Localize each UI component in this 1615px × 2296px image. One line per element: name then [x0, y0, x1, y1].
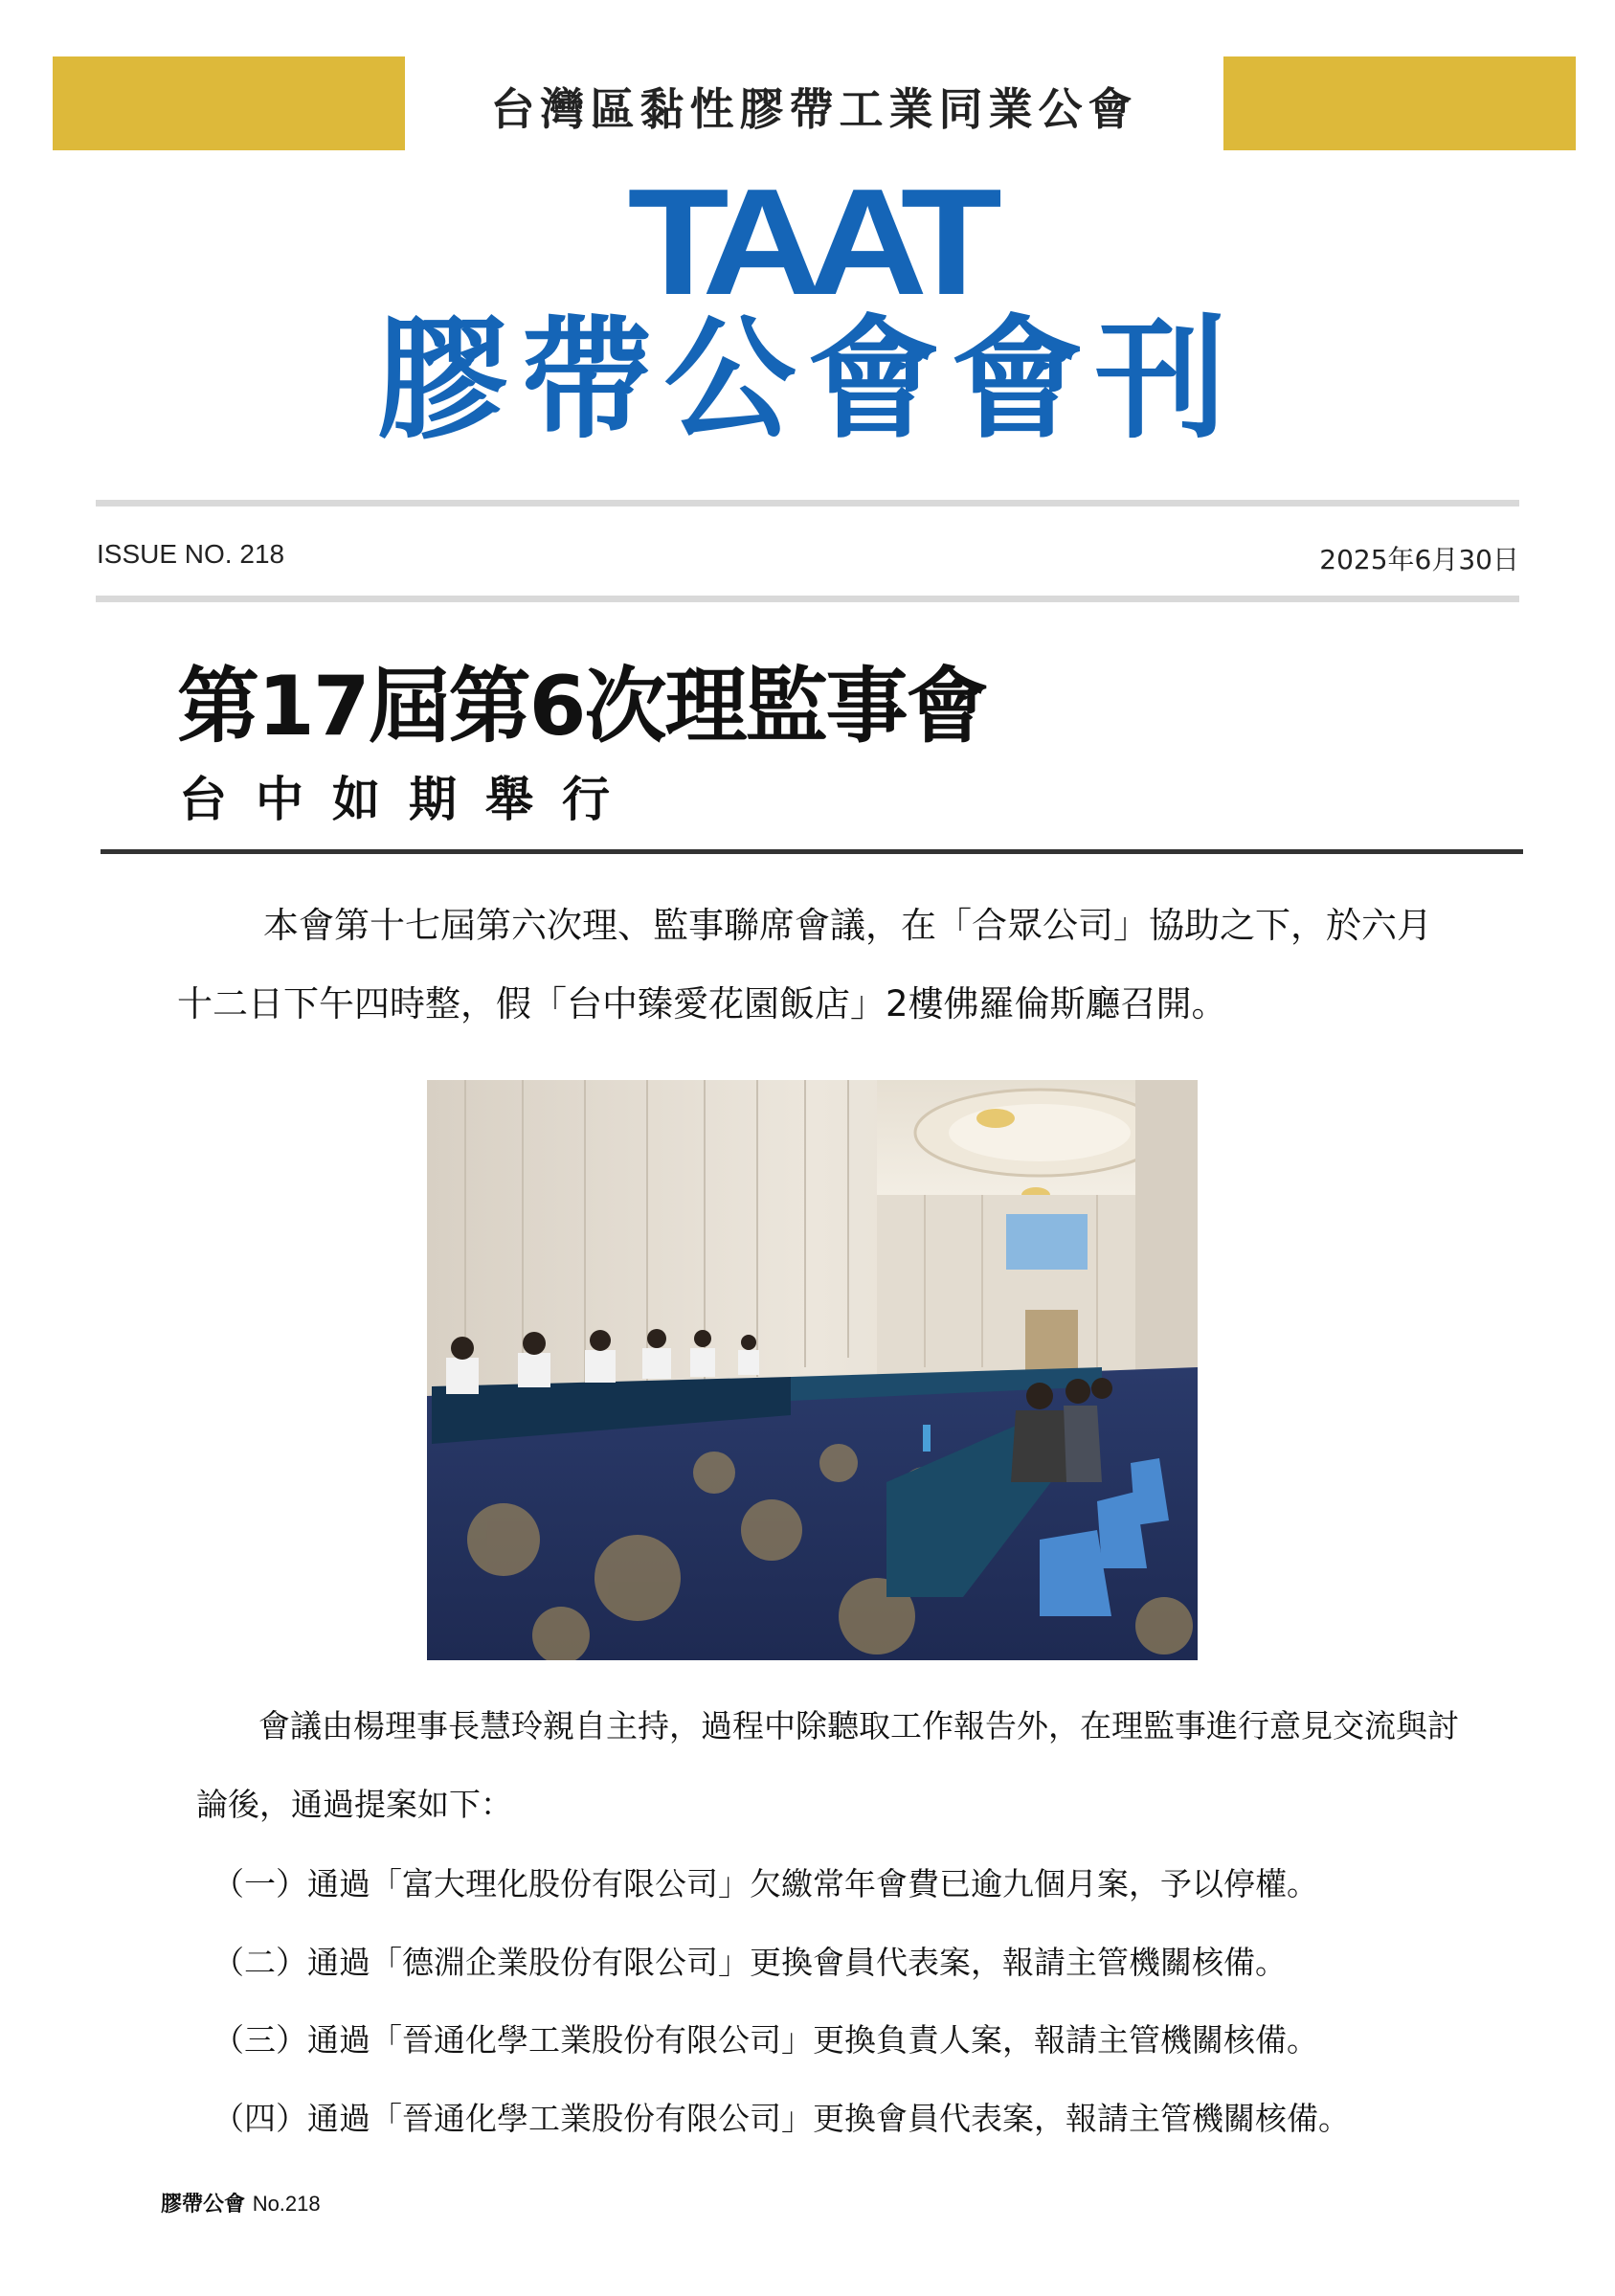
- divider-bottom: [96, 596, 1519, 602]
- issue-date: 2025年6月30日: [1319, 544, 1519, 575]
- organization-name: 台灣區黏性膠帶工業同業公會: [490, 83, 1138, 135]
- divider-top: [96, 500, 1519, 506]
- resolution-item: （一）通過「富大理化股份有限公司」欠繳常年會費已逾九個月案，予以停權。: [213, 1865, 1318, 1902]
- gold-banner-left: [53, 56, 405, 150]
- footer-label: 膠帶公會: [161, 2193, 246, 2217]
- resolution-item: （四）通過「晉通化學工業股份有限公司」更換會員代表案，報請主管機關核備。: [213, 2100, 1350, 2137]
- footer-issue-number: No.218: [252, 2192, 321, 2216]
- gold-banner-right: [1223, 56, 1576, 150]
- resolution-item: （二）通過「德淵企業股份有限公司」更換會員代表案，報請主管機關核備。: [213, 1944, 1287, 1981]
- intro-paragraph: 本會第十七屆第六次理、監事聯席會議，在「合眾公司」協助之下，於六月十二日下午四時整，假「台中臻愛花園飯店」2樓佛羅倫斯廳召開。: [177, 905, 1432, 1024]
- headline-divider: [101, 849, 1523, 854]
- journal-title: 膠帶公會會刊: [376, 303, 1239, 457]
- page-footer: [161, 2188, 321, 2217]
- article-subheadline: 台中如期舉行: [179, 772, 639, 827]
- issue-number: ISSUE NO. 218: [97, 539, 285, 569]
- meeting-photo: [427, 1080, 1198, 1660]
- article-headline: 第17屆第6次理監事會: [177, 659, 987, 754]
- body-paragraph: 會議由楊理事長慧玲親自主持，過程中除聽取工作報告外，在理監事進行意見交流與討論後，通過提案如下：: [196, 1707, 1459, 1823]
- taat-logo: TAAT: [627, 158, 988, 326]
- resolution-item: （三）通過「晉通化學工業股份有限公司」更換負責人案，報請主管機關核備。: [213, 2021, 1318, 2059]
